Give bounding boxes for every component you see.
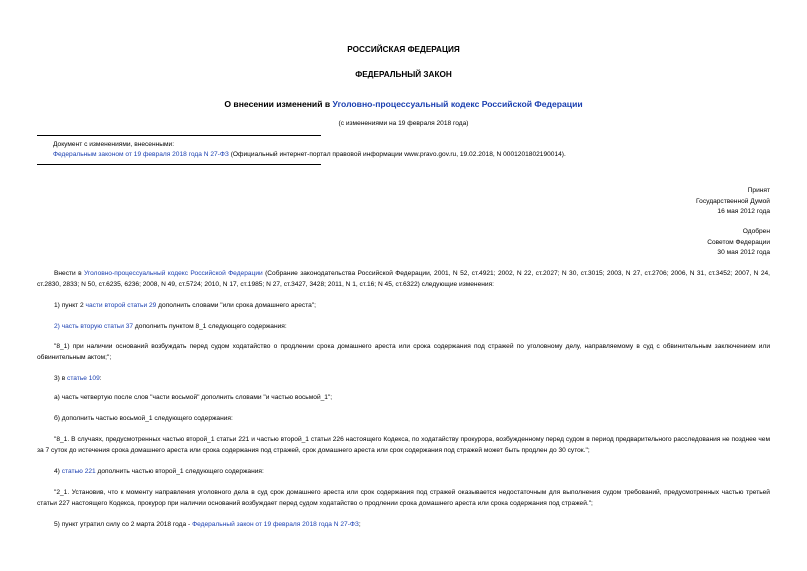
changes-bottom-rule [37,164,321,165]
item-1-link[interactable]: части второй статьи 29 [85,302,157,309]
item-3-quote: "8_1. В случаях, предусмотренных частью второй_1 статьи 221 и частью второй_1 статьи 226 настоящего Кодекса, по ходатайству прокурора, возбужденному перед судом в период предварительного расследования не позднее чем за 7 суток до истечения срока домашнего ареста или срока содержания под стражей, срок домашнего ареста или срок содержания под стражей может быть продлен до 30 суток."; [37,436,770,454]
item-1-text-a: 1) пункт 2 [54,302,86,309]
adopted-line-2: Государственной Думой [696,197,770,205]
intro-text-a: Внести в [54,270,84,277]
title-prefix: О внесении изменений в [224,99,333,109]
item-1-text-b: дополнить словами "или срока домашнего ареста"; [156,302,316,309]
item-3 [37,374,787,385]
item-5-link[interactable]: Федеральный закон от 19 февраля 2018 года N 27-ФЗ [192,521,359,528]
item-5 [37,520,787,531]
item-3-text-a: 3) в [54,375,68,382]
country-heading: РОССИЙСКАЯ ФЕДЕРАЦИЯ [347,45,460,54]
item-4-text-a: 4) [54,468,62,475]
item-2 [37,322,787,333]
item-4 [37,467,787,478]
approved-line-2: Советом Федерации [707,238,770,246]
item-3-text-b: : [99,375,102,382]
item-4-text-b: дополнить частью второй_1 следующего содержания: [95,468,264,475]
doc-type-heading: ФЕДЕРАЛЬНЫЙ ЗАКОН [355,70,452,79]
item-1 [37,301,787,312]
changes-law-link[interactable]: Федеральным законом от 19 февраля 2018 года N 27-ФЗ [53,151,229,158]
item-5-text-a: 5) пункт утратил силу со 2 марта 2018 года - [54,521,193,528]
intro-code-link[interactable]: Уголовно-процессуальный кодекс Российской Федерации [84,270,263,277]
changes-source: (Официальный интернет-портал правовой информации www.pravo.gov.ru, 19.02.2018, N 0001201802190014). [228,151,566,158]
approved-block [707,227,770,259]
document-title [0,99,807,109]
item-3b: б) дополнить частью восьмой_1 следующего содержания: [54,415,233,422]
changes-line [53,150,566,160]
adopted-line-1: Принят [747,187,770,194]
changes-top-rule [37,135,321,136]
approved-line-3: 30 мая 2012 года [717,249,770,256]
item-3a: а) часть четвертую после слов "части восьмой" дополнить словами "и частью восьмой_1"; [54,394,333,401]
adopted-block [696,186,770,218]
item-5-text-b: ; [358,521,361,528]
changes-box [53,140,566,160]
item-4-quote: "2_1. Установив, что к моменту направления уголовного дела в суд срок домашнего ареста или срок содержания под стражей оказывается недостаточным для выполнения судом требований, предусмотренных частью третьей статьи 227 настоящего Кодекса, прокурор при наличии оснований возбуждает перед судом ходатайство о продлении срока домашнего ареста или срока содержания под стражей."; [37,489,770,507]
intro-paragraph [37,269,770,290]
item-4-link[interactable]: статью 221 [61,468,96,475]
item-3-link[interactable]: статье 109 [67,375,100,382]
approved-line-1: Одобрен [742,228,770,235]
adopted-line-3: 16 мая 2012 года [717,208,770,215]
revision-note: (с изменениями на 19 февраля 2018 года) [338,120,469,127]
item-2-quote: "8_1) при наличии оснований возбуждать перед судом ходатайство о продлении срока домашнего ареста или срока содержания под стражей по уголовному делу, направляемому в суд с обвинительным заключением или обвинительным актом;"; [37,343,770,361]
item-2-link[interactable]: 2) часть вторую статьи 37 [54,323,134,330]
changes-label: Документ с изменениями, внесенными: [53,141,175,148]
intro-text-b: (Собрание законодательства Российской Федерации, 2001, N 52, ст.4921; 2002, N 22, ст.2027; N 30, ст.3015; 2003, N 27, ст.2706; 2006, N 31, ст.3452; 2007, N 24, ст.2830, 2833; N 50, ст.6235, 6236; 2008, N 49, ст.5724; 2010, N 17, ст.1985; N 27, ст.3427, 3428; 2011, N 1, ст.16; N 45, ст.6322) следующие изменения: [37,270,770,288]
title-code-link[interactable]: Уголовно-процессуальный кодекс Российской Федерации [332,99,583,109]
item-2-text: дополнить пунктом 8_1 следующего содержания: [133,323,287,330]
